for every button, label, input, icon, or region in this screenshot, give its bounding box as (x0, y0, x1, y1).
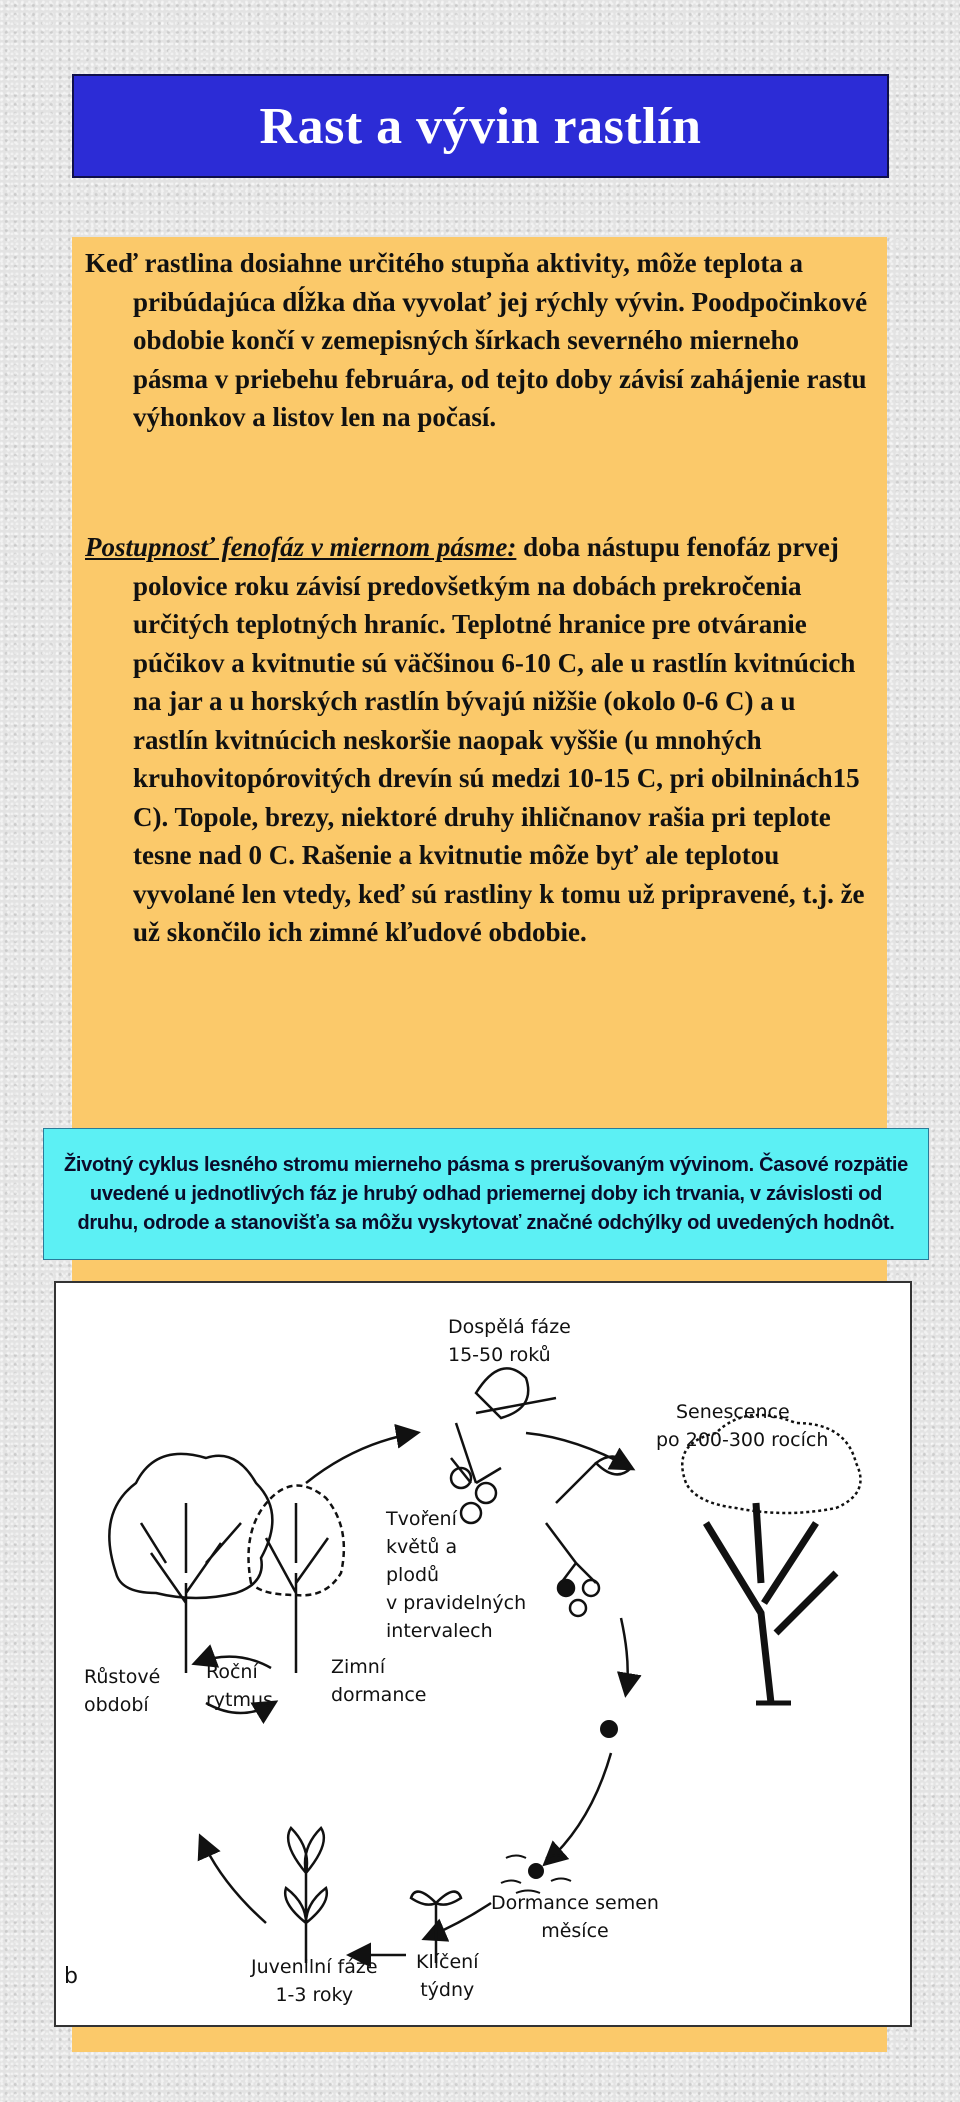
label-winter-dormancy (331, 1653, 427, 1709)
page-title: Rast a vývin rastlín (259, 97, 702, 155)
life-cycle-drawing (56, 1283, 914, 2029)
arrow-to-winter (306, 1433, 416, 1483)
tree-senescence (682, 1415, 860, 1703)
label-adult-line2: 15-50 roků (448, 1344, 551, 1366)
label-juvenile-line1: Juvenilní fáze (251, 1956, 378, 1978)
life-cycle-figure (54, 1281, 912, 2027)
label-germination-line2: týdny (420, 1979, 475, 2001)
label-adult-line1: Dospělá fáze (448, 1316, 571, 1338)
intro-paragraph (85, 244, 875, 437)
label-flowering-line4: v pravidelných (386, 1592, 527, 1614)
intro-text: Keď rastlina dosiahne určitého stupňa aktivity, môže teplota a pribúdajúca dĺžka dňa vyvolať jej rýchly vývin. Poodpočinkové obdobie končí v zemepisných šírkach severného mierneho pásma v priebehu februára, od tejto doby závisí zahájenie rastu výhonkov a listov len na počasí. (85, 248, 868, 432)
label-seed-line1: Dormance semen (491, 1892, 659, 1914)
panel-letter: b (64, 1964, 78, 1989)
label-growth-period (84, 1663, 160, 1719)
label-adult-phase (448, 1313, 571, 1369)
label-flowering-line5: intervalech (386, 1620, 493, 1642)
arrow-adult-to-senescence (526, 1433, 631, 1468)
tree-winter (249, 1486, 344, 1674)
title-banner (72, 74, 889, 178)
label-seed-dormancy (491, 1889, 659, 1945)
label-growth-line2: období (84, 1694, 149, 1716)
label-senescence-line1: Senescence (676, 1401, 790, 1423)
arrow-to-seed (621, 1618, 628, 1693)
label-growth-line1: Růstové (84, 1666, 161, 1688)
label-flowering-line1: Tvoření (386, 1508, 457, 1530)
label-seed-line2: měsíce (541, 1920, 609, 1942)
label-winter-line1: Zimní (331, 1656, 386, 1678)
juvenile-plant-icon (285, 1828, 327, 1963)
label-flowering-line3: plodů (386, 1564, 440, 1586)
label-germination-line1: Klíčení (416, 1951, 479, 1973)
label-juvenile-line2: 1-3 roky (275, 1984, 354, 2006)
label-rhythm-line1: Roční (206, 1661, 258, 1683)
arrow-seed-to-dormancy (546, 1753, 611, 1863)
label-rhythm-line2: rytmus (206, 1689, 273, 1711)
phenophase-paragraph (85, 528, 875, 952)
label-winter-line2: dormance (331, 1684, 427, 1706)
phenophase-heading: Postupnosť fenofáz v miernom pásme: (85, 532, 517, 562)
label-senescence (656, 1398, 828, 1454)
phenophase-text (85, 528, 875, 952)
label-juvenile (251, 1953, 378, 2009)
label-flowering (386, 1505, 526, 1645)
figure-caption-box (43, 1128, 929, 1260)
tree-growth (109, 1454, 272, 1673)
figure-caption: Životný cyklus lesného stromu mierneho pásma s prerušovaným vývinom. Časové rozpätie uvedené u jednotlivých fáz je hrubý odhad priemernej doby ich trvania, v závislosti od druhu, odrode a stanovišťa sa môžu vyskytovať značné odchýlky od uvedených hodnôt. (64, 1153, 908, 1234)
label-annual-rhythm (206, 1658, 273, 1714)
phenophase-body: doba nástupu fenofáz prvej polovice roku závisí predovšetkým na dobách prekročenia určitých teplotných hraníc. Teplotné hranice pre otváranie púčikov a kvitnutie sú väčšinou 6-10 C, ale u rastlín kvitnúcich na jar a u horských rastlín bývajú nižšie (okolo 0-6 C) a u rastlín kvitnúcich neskoršie naopak vyššie (u mnohých kruhovitopórovitých drevín sú medzi 10-15 C, pri obilninách15 C). Topole, brezy, niektoré druhy ihličnanov rašia pri teplote tesne nad 0 C. Rašenie a kvitnutie môže byť ale teplotou vyvolané len vtedy, keď sú rastliny k tomu už pripravené, t.j. že už skončilo ich zimné kľudové obdobie. (133, 532, 865, 947)
label-flowering-line2: květů a (386, 1536, 458, 1558)
arrow-juvenile-to-growth (201, 1838, 266, 1923)
label-germination (416, 1948, 478, 2004)
seed-dormancy-icon (501, 1856, 571, 1894)
label-senescence-line2: po 200-300 rocích (656, 1429, 829, 1451)
seed-icon (601, 1721, 617, 1737)
